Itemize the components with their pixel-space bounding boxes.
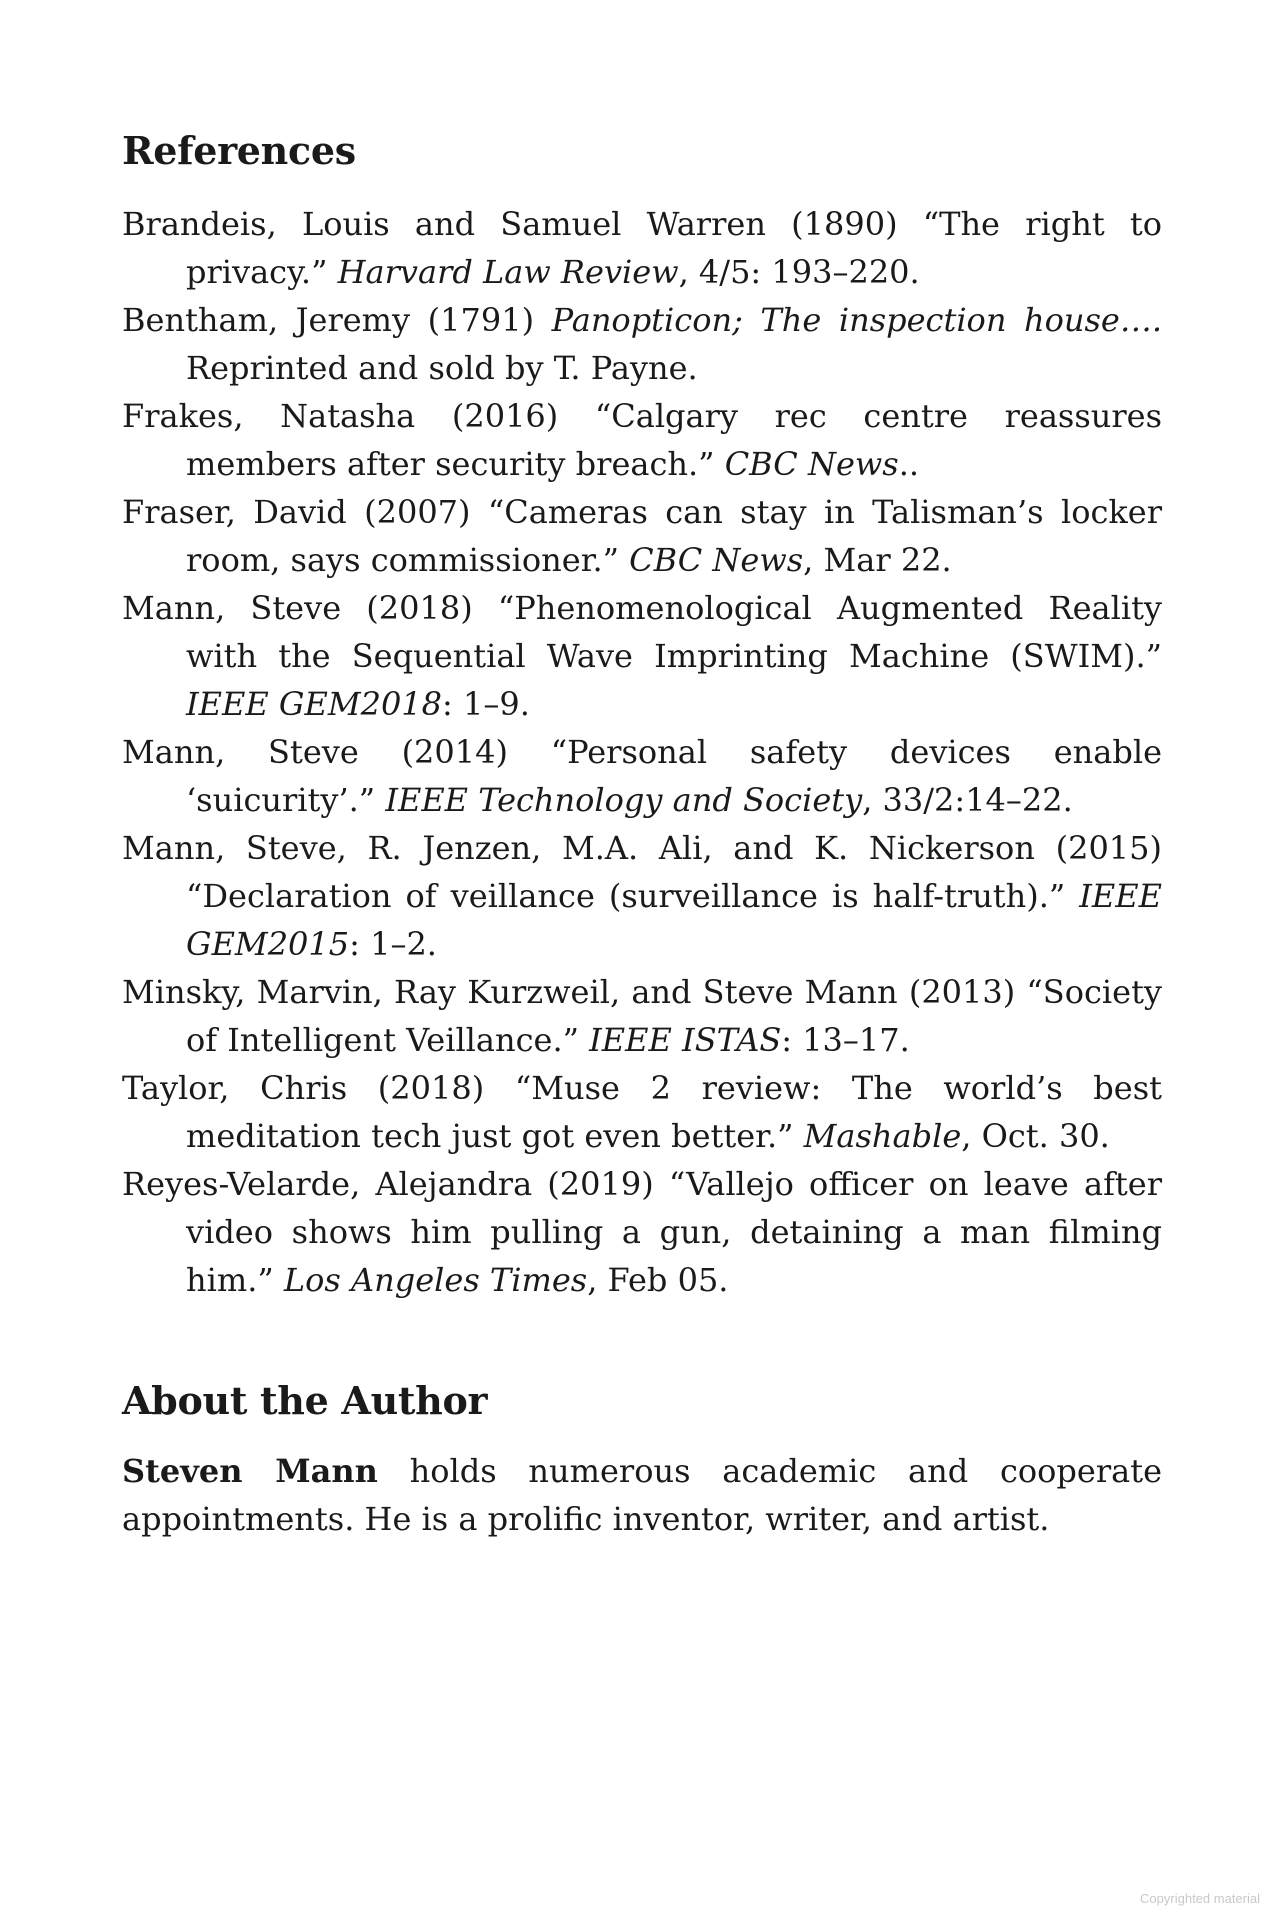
reference-item: Mann, Steve (2018) “Phenomenological Augmented Reality with the Sequential Wave Imprinting Machine (SWIM).” IEEE GEM2018: 1–9.	[122, 588, 1162, 723]
copyright-watermark: Copyrighted material	[1140, 1891, 1260, 1906]
reference-list	[122, 200, 1162, 1304]
reference-item: Brandeis, Louis and Samuel Warren (1890) “The right to privacy.” Harvard Law Review, 4/5: 193–220.	[122, 204, 1162, 291]
references-heading: References	[122, 128, 356, 173]
reference-item: Fraser, David (2007) “Cameras can stay in Talisman’s locker room, says commissioner.” CBC News, Mar 22.	[122, 492, 1162, 579]
reference-item: Frakes, Natasha (2016) “Calgary rec centre reassures members after security breach.” CBC News..	[122, 396, 1162, 483]
author-bio	[122, 1447, 1162, 1543]
reference-item: Taylor, Chris (2018) “Muse 2 review: The world’s best meditation tech just got even better.” Mashable, Oct. 30.	[122, 1068, 1162, 1155]
author-bio-text: holds numerous academic and cooperate appointments. He is a prolific inventor, writer, and artist.	[122, 1452, 1163, 1539]
reference-item: Reyes-Velarde, Alejandra (2019) “Vallejo officer on leave after video shows him pulling a gun, detaining a man filming him.” Los Angeles Times, Feb 05.	[122, 1164, 1162, 1299]
reference-item: Mann, Steve (2014) “Personal safety devices enable ‘suicurity’.” IEEE Technology and Society, 33/2:14–22.	[122, 732, 1162, 819]
page-content	[122, 128, 1162, 1543]
reference-item: Mann, Steve, R. Jenzen, M.A. Ali, and K. Nickerson (2015) “Declaration of veillance (surveillance is half-truth).” IEEE GEM2015: 1–2.	[122, 828, 1162, 963]
author-name: Steven Mann	[122, 1452, 378, 1491]
reference-item: Bentham, Jeremy (1791) Panopticon; The inspection house…. Reprinted and sold by T. Payne.	[122, 300, 1163, 387]
reference-item: Minsky, Marvin, Ray Kurzweil, and Steve Mann (2013) “Society of Intelligent Veillance.” IEEE ISTAS: 13–17.	[122, 972, 1162, 1059]
about-author-heading: About the Author	[122, 1377, 488, 1423]
